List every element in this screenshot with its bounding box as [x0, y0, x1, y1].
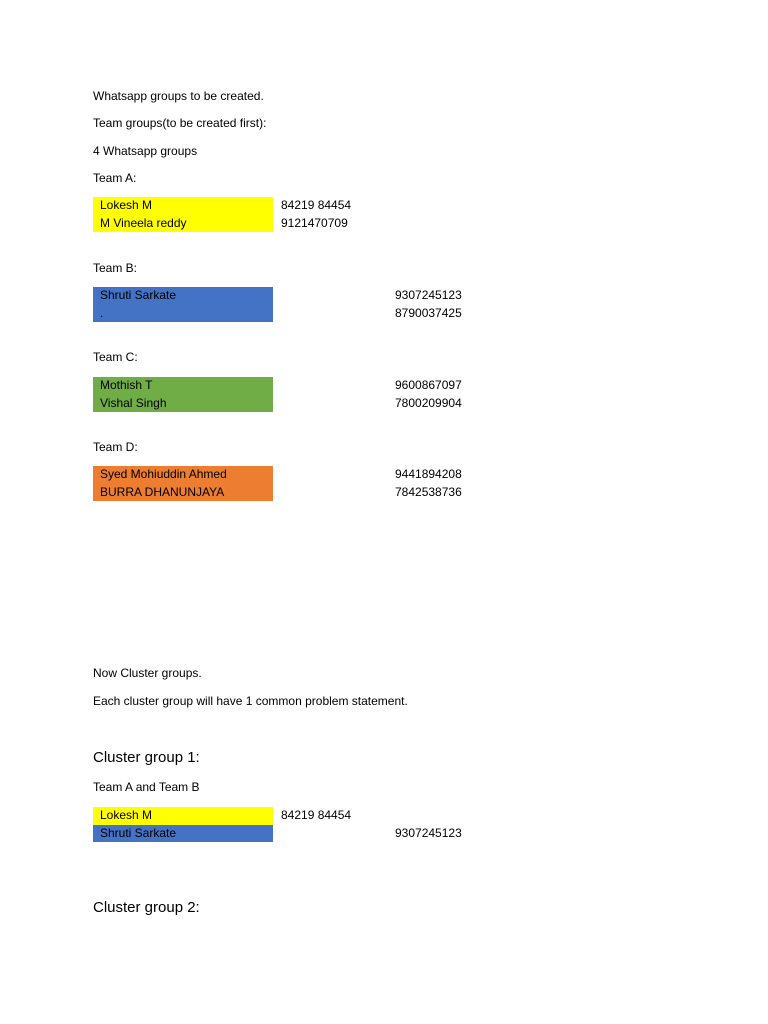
- table-row: [93, 484, 513, 502]
- team-b-label: Team B:: [93, 261, 138, 275]
- member-name: Vishal Singh: [93, 395, 273, 413]
- member-phone: 9441894208: [395, 467, 462, 481]
- team-b-table: [93, 287, 513, 322]
- member-phone: 7842538736: [395, 484, 462, 499]
- cluster-intro-line-1: Now Cluster groups.: [93, 666, 202, 680]
- member-phone: 84219 84454: [281, 198, 352, 212]
- cluster-group-1-subtitle: Team A and Team B: [93, 780, 200, 794]
- member-name: Shruti Sarkate: [93, 287, 273, 305]
- table-row: [93, 197, 513, 215]
- team-c-table: [93, 377, 513, 412]
- member-name: Lokesh M: [93, 807, 273, 825]
- member-name: Lokesh M: [93, 197, 273, 215]
- cluster-intro-line-2: Each cluster group will have 1 common problem statement.: [93, 694, 408, 708]
- member-phone: 84219 84454: [281, 808, 352, 822]
- table-row: [93, 287, 513, 305]
- member-name: .: [93, 305, 273, 323]
- cluster-group-1-table: [93, 807, 513, 842]
- member-phone: 9307245123: [395, 825, 462, 840]
- table-row: [93, 466, 513, 484]
- cluster-group-2-title: Cluster group 2:: [93, 899, 200, 916]
- table-row: [93, 305, 513, 323]
- member-name: BURRA DHANUNJAYA: [93, 484, 273, 502]
- cluster-group-1-title: Cluster group 1:: [93, 749, 200, 766]
- intro-line-1: Whatsapp groups to be created.: [93, 89, 264, 103]
- member-phone: 9307245123: [395, 288, 462, 302]
- member-name: Syed Mohiuddin Ahmed: [93, 466, 273, 484]
- member-phone: 7800209904: [395, 395, 462, 410]
- member-phone: 8790037425: [395, 305, 462, 320]
- intro-line-3: 4 Whatsapp groups: [93, 144, 198, 158]
- team-c-label: Team C:: [93, 350, 138, 364]
- member-name: Shruti Sarkate: [93, 825, 273, 843]
- team-a-table: [93, 197, 513, 232]
- member-name: Mothish T: [93, 377, 273, 395]
- intro-line-2: Team groups(to be created first):: [93, 116, 267, 130]
- table-row: [93, 215, 513, 233]
- team-d-label: Team D:: [93, 440, 138, 454]
- table-row: [93, 377, 513, 395]
- member-name: M Vineela reddy: [93, 215, 273, 233]
- table-row: [93, 825, 513, 843]
- table-row: [93, 395, 513, 413]
- member-phone: 9121470709: [281, 215, 348, 230]
- table-row: [93, 807, 513, 825]
- team-d-table: [93, 466, 513, 501]
- team-a-label: Team A:: [93, 171, 137, 185]
- member-phone: 9600867097: [395, 378, 462, 392]
